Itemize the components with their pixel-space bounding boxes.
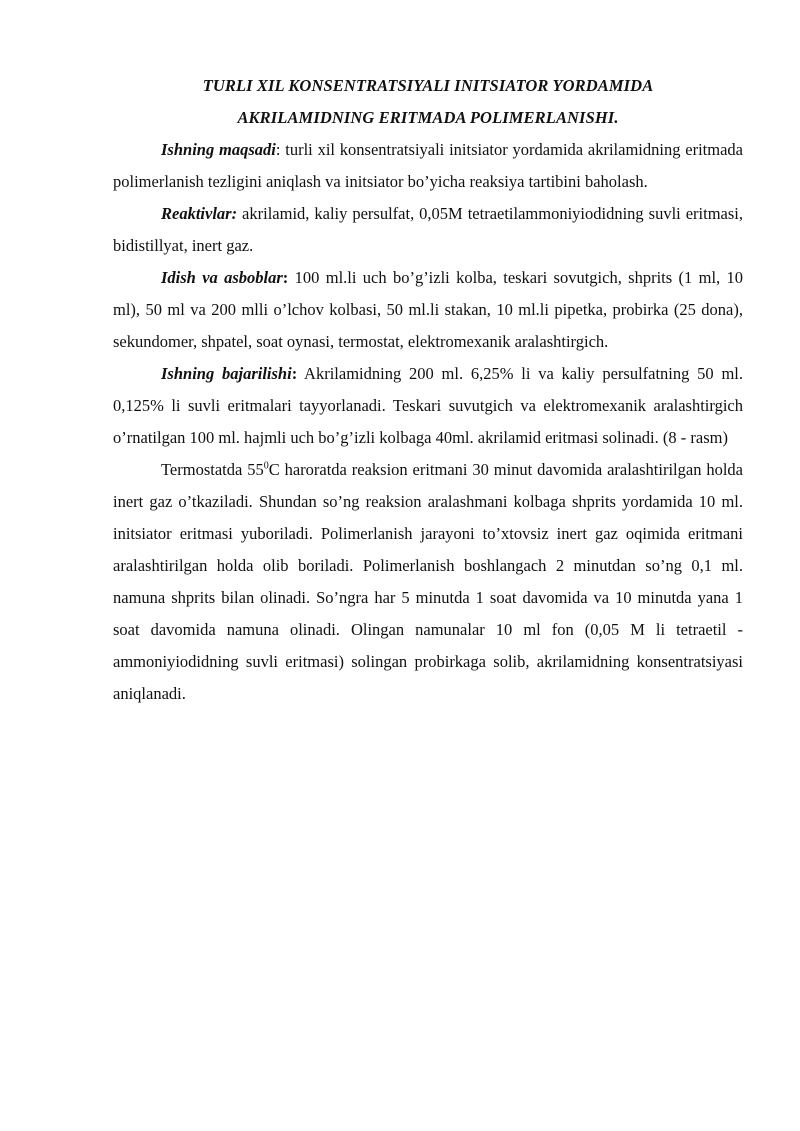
- aim-label: Ishning maqsadi: [161, 140, 276, 159]
- continuation-text-after: C haroratda reaksion eritmani 30 minut davomida aralashtirilgan holda inert gaz o’tkaziladi. Shundan so’ng reaksion aralashmani kolbaga shprits yordamida 10 ml. initsiator eritmasi yuboriladi. Polimerlanish jarayoni to’xtovsiz inert gaz oqimida eritmani aralashtirilgan holda olib boriladi. Polimerlanish boshlangach 2 minutdan so’ng 0,1 ml. namuna shprits bilan olinadi. So’ngra har 5 minutda 1 soat davomida va 10 minutda yana 1 soat davomida namuna olinadi. Olingan namunalar 10 ml fon (0,05 M li tetraetil - ammoniyiodidning suvli eritmasi) solingan probirkaga solib, akrilamidning konsentratsiyasi aniqlanadi.: [113, 460, 743, 703]
- equipment-paragraph: [113, 262, 743, 358]
- aim-paragraph: [113, 134, 743, 198]
- reagents-paragraph: [113, 198, 743, 262]
- reagents-label: Reaktivlar:: [161, 204, 238, 223]
- title-line-2: AKRILAMIDNING ERITMADA POLIMERLANISHI.: [237, 108, 619, 127]
- procedure-label: Ishning bajarilishi: [161, 364, 292, 383]
- equipment-separator: :: [282, 268, 289, 287]
- reagents-text: akrilamid, kaliy persulfat, 0,05M tetraetilammoniyiodidning suvli eritmasi, bidistillyat, inert gaz.: [113, 204, 743, 255]
- procedure-separator: :: [291, 364, 298, 383]
- aim-text: turli xil konsentratsiyali initsiator yordamida akrilamidning eritmada polimerlanish tezligini aniqlash va initsiator bo’yicha reaksiya tartibini baholash.: [113, 140, 743, 191]
- continuation-text-before: Termostatda 55: [161, 460, 264, 479]
- continuation-paragraph: [113, 454, 743, 710]
- title-line-1: TURLI XIL KONSENTRATSIYALI INITSIATOR YORDAMIDA: [202, 76, 654, 95]
- equipment-label: Idish va asboblar: [161, 268, 283, 287]
- document-title: [113, 70, 743, 134]
- procedure-text: Akrilamidning 200 ml. 6,25% li va kaliy persulfatning 50 ml. 0,125% li suvli eritmalari tayyorlanadi. Teskari suvutgich va elektromexanik aralashtirgich o’rnatilgan 100 ml. hajmli uch bo’g’izli kolbaga 40ml. akrilamid eritmasi solinadi. (8 - rasm): [113, 364, 743, 447]
- equipment-text: 100 ml.li uch bo’g’izli kolba, teskari sovutgich, shprits (1 ml, 10 ml), 50 ml va 200 mlli o’lchov kolbasi, 50 ml.li stakan, 10 ml.li pipetka, probirka (25 dona), sekundomer, shpatel, soat oynasi, termostat, elektromexanik aralashtirgich.: [113, 268, 743, 351]
- aim-separator: :: [275, 140, 281, 159]
- degree-superscript: 0: [263, 460, 269, 472]
- procedure-paragraph: [113, 358, 743, 454]
- document-page: [113, 70, 743, 710]
